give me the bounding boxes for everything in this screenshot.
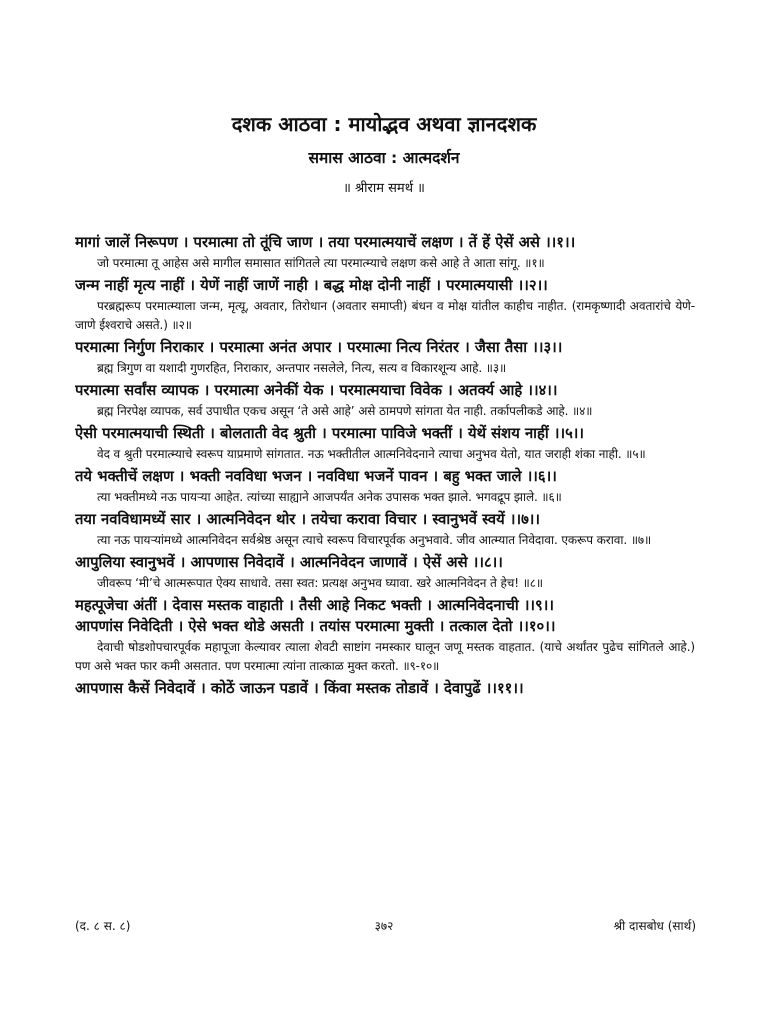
verse-block (75, 595, 695, 616)
verse-meaning: त्या भक्तीमध्ये नऊ पायऱ्या आहेत. त्यांच्या साह्याने आजपर्यंत अनेक उपासक भक्त झाले. भगवद्रूप झाले. ॥६॥ (97, 490, 562, 504)
verse-list (75, 232, 695, 699)
verse-block (75, 423, 695, 464)
verse-meaning: जीवरूप ‘मी’चे आत्मरूपात ऐक्य साधावे. तसा स्वत: प्रत्यक्ष अनुभव घ्यावा. खरे आत्मनिवेदन ते हेच! ॥८॥ (97, 576, 543, 590)
verse-block (75, 552, 695, 593)
verse-meaning: देवाची षोडशोपचारपूर्वक महापूजा केल्यावर त्याला शेवटी साष्टांग नमस्कार घालून जणू मस्तक वाहतात. (याचे अर्थांतर पुढेच सांगितले आहे.) पण असे भक्त फार कमी असतात. पण परमात्मा त्यांना तात्काळ मुक्त करतो. ॥९-१०॥ (75, 640, 695, 673)
invocation-line: ॥ श्रीराम समर्थ ॥ (343, 181, 425, 196)
verse-block (75, 337, 695, 378)
verse-line: परमात्मा सर्वांस व्यापक । परमात्मा अनेकीं येक । परमात्मयाचा विवेक । अतर्क्य आहे ।।४।। (75, 382, 558, 399)
verse-line: आपुलिया स्वानुभवें । आपणास निवेदावें । आत्मनिवेदन जाणावें । ऐसें असे ।।८।। (75, 554, 503, 571)
verse-block (75, 509, 695, 550)
chapter-title: दशक आठवा : मायोद्भव अथवा ज्ञानदशक (231, 112, 537, 136)
verse-meaning: परब्रह्मरूप परमात्म्याला जन्म, मृत्यू, अवतार, तिरोधान (अवतार समाप्ती) बंधन व मोक्ष यांतील काहीच नाहीत. (रामकृष्णादी अवतारांचे येणे-जाणे ईश्वराचे असते.) ॥२॥ (75, 299, 695, 332)
footer-reference: (द. ८ स. ८) (75, 919, 131, 933)
verse-line: आपणांस निवेदिती । ऐसे भक्त थोडे असती । तयांस परमात्मा मुक्ती । तत्काल देतो ।।१०।। (75, 618, 556, 635)
verse-meaning: ब्रह्म त्रिगुण वा यशादी गुणरहित, निराकार, अन्तपार नसलेले, नित्य, सत्य व विकारशून्य आहे. ॥३॥ (97, 361, 507, 375)
verse-line: महत्पूजेचा अंतीं । देवास मस्तक वाहाती । तैसी आहे निकट भक्ती । आत्मनिवेदनाची ।।९।। (75, 597, 554, 614)
verse-meaning: जो परमात्मा तू आहेस असे मागील समासात सांगितले त्या परमात्म्याचे लक्षण कसे आहे ते आता सांगू. ॥१॥ (97, 256, 545, 270)
verse-line: तये भक्तीचें लक्षण । भक्ती नवविधा भजन । नवविधा भजनें पावन । बहु भक्त जाले ।।६।। (75, 468, 557, 485)
verse-line: मागां जालें निरूपण । परमात्मा तो तूंचि जाण । तया परमात्मयाचें लक्षण । तें हें ऐसें असे ।।१।। (75, 234, 576, 251)
verse-block (75, 380, 695, 421)
verse-block (75, 678, 695, 699)
verse-line: ऐसी परमात्मयाची स्थिती । बोलताती वेद श्रुती । परमात्मा पाविजे भक्तीं । येथें संशय नाहीं ।।५।। (75, 425, 584, 442)
section-title: समास आठवा : आत्मदर्शन (308, 149, 460, 167)
verse-block (75, 466, 695, 507)
footer-book-title: श्री दासबोध (सार्थ) (613, 919, 696, 933)
verse-line: जन्म नाहीं मृत्य नाहीं । येणें नाहीं जाणें नाही । बद्ध मोक्ष दोनी नाहीं । परमात्मयासी ।।२।। (75, 277, 548, 294)
verse-block (75, 275, 695, 335)
verse-meaning: वेद व श्रुती परमात्म्याचे स्वरूप याप्रमाणे सांगतात. नऊ भक्तीतील आत्मनिवेदनाने त्याचा अनुभव येतो, यात जराही शंका नाही. ॥५॥ (97, 447, 646, 461)
verse-block (75, 616, 695, 676)
verse-meaning: त्या नऊ पायऱ्यांमध्ये आत्मनिवेदन सर्वश्रेष्ठ असून त्याचे स्वरूप विचारपूर्वक अनुभवावे. जीव आत्म्यात निवेदावा. एकरूप करावा. ॥७॥ (97, 533, 652, 547)
verse-line: आपणास कैसें निवेदावें । कोठें जाऊन पडावें । किंवा मस्तक तोडावें । देवापुढें ।।११।। (75, 680, 524, 697)
page-number: ३७२ (374, 919, 394, 933)
verse-meaning: ब्रह्म निरपेक्ष व्यापक, सर्व उपाधीत एकच असून ‘ते असे आहे’ असे ठामपणे सांगता येत नाही. तर्कापलीकडे आहे. ॥४॥ (97, 404, 593, 418)
verse-line: परमात्मा निर्गुण निराकार । परमात्मा अनंत अपार । परमात्मा नित्य निरंतर । जैसा तैसा ।।३।। (75, 339, 563, 356)
verse-line: तया नवविधामध्यें सार । आत्मनिवेदन थोर । तयेचा करावा विचार । स्वानुभवें स्वयें ।।७।। (75, 511, 541, 528)
verse-block (75, 232, 695, 273)
